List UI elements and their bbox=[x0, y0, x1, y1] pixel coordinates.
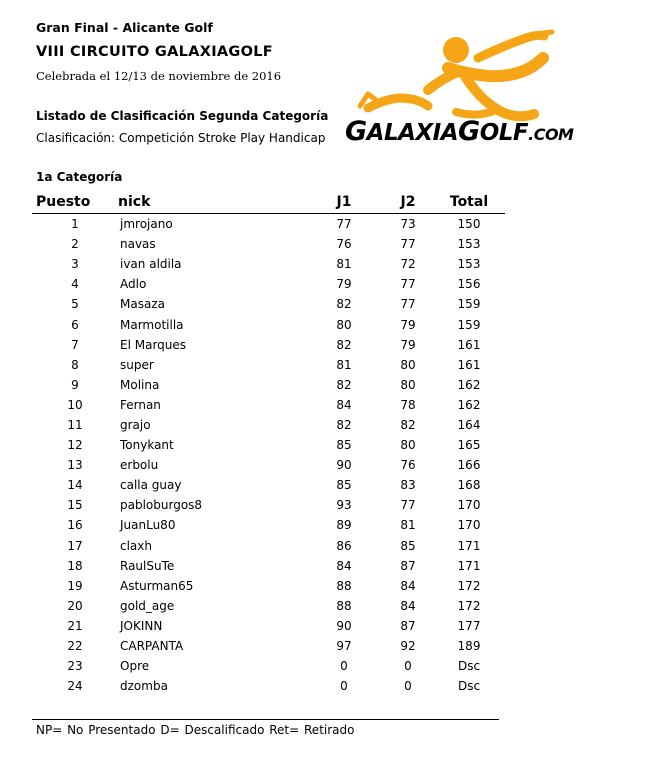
logo-com: .COM bbox=[528, 125, 574, 144]
header-nick: nick bbox=[118, 193, 151, 210]
cell-j2: 79 bbox=[400, 337, 416, 352]
cell-gap bbox=[369, 616, 383, 636]
cell-nick: ivan aldila bbox=[120, 257, 182, 272]
cell-gap bbox=[369, 576, 383, 596]
cell-gap bbox=[369, 234, 383, 254]
cell-puesto: 2 bbox=[71, 237, 79, 252]
table-row bbox=[32, 676, 505, 696]
cell-gap bbox=[369, 515, 383, 535]
cell-total: 171 bbox=[457, 538, 481, 553]
cell-j1: 84 bbox=[336, 397, 352, 412]
cell-nick: Molina bbox=[120, 377, 160, 392]
cell-j1: 80 bbox=[336, 317, 352, 332]
logo-wordmark bbox=[345, 116, 573, 147]
cell-puesto: 11 bbox=[67, 417, 83, 432]
cell-nick: claxh bbox=[120, 538, 152, 553]
cell-gap bbox=[369, 556, 383, 576]
cell-j1: 77 bbox=[336, 217, 352, 232]
cell-total: 159 bbox=[457, 317, 481, 332]
classification-type: Clasificación: Competición Stroke Play Handicap bbox=[36, 131, 326, 145]
cell-total: 164 bbox=[457, 417, 481, 432]
cell-j2: 87 bbox=[400, 558, 416, 573]
cell-puesto: 16 bbox=[67, 518, 83, 533]
cell-j2: 84 bbox=[400, 578, 416, 593]
table-row bbox=[32, 636, 505, 656]
cell-j2: 84 bbox=[400, 598, 416, 613]
cell-nick: Tonykant bbox=[120, 438, 174, 453]
golf-club bbox=[536, 32, 552, 34]
cell-j1: 86 bbox=[336, 538, 352, 553]
cell-gap bbox=[369, 335, 383, 355]
cell-gap bbox=[369, 636, 383, 656]
cell-gap bbox=[369, 656, 383, 676]
cell-gap bbox=[369, 435, 383, 455]
cell-puesto: 10 bbox=[67, 397, 83, 412]
cell-gap bbox=[369, 596, 383, 616]
cell-gap bbox=[369, 355, 383, 375]
cell-puesto: 21 bbox=[67, 618, 83, 633]
cell-total: 150 bbox=[457, 217, 481, 232]
cell-nick: JuanLu80 bbox=[120, 518, 176, 533]
table-row bbox=[32, 294, 505, 314]
cell-j2: 77 bbox=[400, 297, 416, 312]
cell-j1: 82 bbox=[336, 337, 352, 352]
cell-j2: 79 bbox=[400, 317, 416, 332]
cell-gap bbox=[369, 254, 383, 274]
cell-puesto: 5 bbox=[71, 297, 79, 312]
table-row bbox=[32, 395, 505, 415]
cell-total: 159 bbox=[457, 297, 481, 312]
cell-j1: 97 bbox=[336, 639, 352, 654]
cell-total: 177 bbox=[457, 618, 481, 633]
cell-j1: 84 bbox=[336, 558, 352, 573]
cell-puesto: 23 bbox=[67, 659, 83, 674]
golfer-silhouette-icon bbox=[360, 32, 552, 116]
cell-puesto: 9 bbox=[71, 377, 79, 392]
cell-j1: 82 bbox=[336, 417, 352, 432]
cell-puesto: 7 bbox=[71, 337, 79, 352]
cell-gap bbox=[369, 475, 383, 495]
table-row bbox=[32, 656, 505, 676]
table-row bbox=[32, 455, 505, 475]
cell-total: Dsc bbox=[457, 679, 481, 694]
header-j2: J2 bbox=[400, 193, 416, 210]
listing-title: Listado de Clasificación Segunda Categoría bbox=[36, 109, 329, 123]
table-row bbox=[32, 234, 505, 254]
cell-puesto: 20 bbox=[67, 598, 83, 613]
page-title: VIII CIRCUITO GALAXIAGOLF bbox=[36, 44, 273, 60]
logo-alaxia: ALAXIA bbox=[366, 120, 459, 146]
cell-nick: Adlo bbox=[120, 277, 147, 292]
cell-nick: Asturman65 bbox=[120, 578, 194, 593]
table-header-row bbox=[32, 190, 505, 214]
legend-footer: NP= No Presentado D= Descalificado Ret= Retirado bbox=[36, 723, 355, 737]
cell-j1: 93 bbox=[336, 498, 352, 513]
cell-gap bbox=[369, 375, 383, 395]
table-row bbox=[32, 214, 505, 235]
cell-puesto: 19 bbox=[67, 578, 83, 593]
table-row bbox=[32, 435, 505, 455]
table-row bbox=[32, 355, 505, 375]
table-row bbox=[32, 475, 505, 495]
cell-j2: 82 bbox=[400, 417, 416, 432]
cell-j2: 72 bbox=[400, 257, 416, 272]
cell-puesto: 14 bbox=[67, 478, 83, 493]
cell-j2: 87 bbox=[400, 618, 416, 633]
cell-total: 162 bbox=[457, 377, 481, 392]
cell-puesto: 3 bbox=[71, 257, 79, 272]
cell-j2: 0 bbox=[404, 679, 412, 694]
cell-nick: Marmotilla bbox=[120, 317, 184, 332]
cell-nick: calla guay bbox=[120, 478, 182, 493]
cell-total: 162 bbox=[457, 397, 481, 412]
cell-j2: 76 bbox=[400, 458, 416, 473]
cell-total: 165 bbox=[457, 438, 481, 453]
header-puesto: Puesto bbox=[36, 193, 91, 210]
cell-j2: 85 bbox=[400, 538, 416, 553]
table-row bbox=[32, 375, 505, 395]
cell-j2: 92 bbox=[400, 639, 416, 654]
cell-gap bbox=[369, 395, 383, 415]
cell-nick: jmrojano bbox=[120, 217, 173, 232]
header-gap bbox=[369, 190, 383, 214]
cell-gap bbox=[369, 495, 383, 515]
cell-j2: 77 bbox=[400, 498, 416, 513]
cell-total: 189 bbox=[457, 639, 481, 654]
cell-total: 172 bbox=[457, 598, 481, 613]
golfer-hip bbox=[428, 72, 458, 90]
cell-gap bbox=[369, 455, 383, 475]
cell-total: 168 bbox=[457, 478, 481, 493]
cell-total: 153 bbox=[457, 237, 481, 252]
logo-letter-g: G bbox=[345, 116, 367, 147]
footer-divider bbox=[32, 719, 499, 720]
ranking-table bbox=[32, 190, 505, 696]
cell-j1: 89 bbox=[336, 518, 352, 533]
cell-j1: 90 bbox=[336, 458, 352, 473]
cell-puesto: 15 bbox=[67, 498, 83, 513]
logo-letter-g2: G bbox=[458, 116, 480, 147]
golfer-arm bbox=[478, 35, 544, 58]
cell-nick: erbolu bbox=[120, 458, 159, 473]
cell-nick: dzomba bbox=[120, 679, 168, 694]
cell-j1: 88 bbox=[336, 578, 352, 593]
cell-gap bbox=[369, 294, 383, 314]
category-label: 1a Categoría bbox=[36, 170, 123, 184]
cell-j2: 0 bbox=[404, 659, 412, 674]
cell-nick: El Marques bbox=[120, 337, 187, 352]
table-row bbox=[32, 495, 505, 515]
cell-j2: 77 bbox=[400, 277, 416, 292]
golfer-leg bbox=[456, 110, 496, 115]
cell-puesto: 18 bbox=[67, 558, 83, 573]
cell-gap bbox=[369, 536, 383, 556]
cell-j2: 80 bbox=[400, 377, 416, 392]
table-row bbox=[32, 314, 505, 334]
cell-total: 171 bbox=[457, 558, 481, 573]
cell-nick: JOKINN bbox=[120, 618, 163, 633]
cell-total: 156 bbox=[457, 277, 481, 292]
cell-j1: 85 bbox=[336, 478, 352, 493]
cell-puesto: 13 bbox=[67, 458, 83, 473]
logo-olf: OLF bbox=[479, 120, 529, 146]
table-row bbox=[32, 274, 505, 294]
cell-j1: 90 bbox=[336, 618, 352, 633]
cell-total: 161 bbox=[457, 337, 481, 352]
event-date: Celebrada el 12/13 de noviembre de 2016 bbox=[36, 69, 282, 83]
table-row bbox=[32, 254, 505, 274]
cell-puesto: 22 bbox=[67, 639, 83, 654]
cell-puesto: 24 bbox=[67, 679, 83, 694]
cell-j1: 81 bbox=[336, 257, 352, 272]
table-row bbox=[32, 576, 505, 596]
cell-j1: 82 bbox=[336, 297, 352, 312]
table-row bbox=[32, 415, 505, 435]
cell-j1: 0 bbox=[340, 659, 348, 674]
cell-total: Dsc bbox=[457, 659, 481, 674]
cell-puesto: 6 bbox=[71, 317, 79, 332]
cell-puesto: 8 bbox=[71, 357, 79, 372]
event-name: Gran Final - Alicante Golf bbox=[36, 20, 213, 35]
cell-nick: gold_age bbox=[120, 598, 175, 613]
cell-gap bbox=[369, 214, 383, 235]
cell-total: 170 bbox=[457, 498, 481, 513]
cell-puesto: 4 bbox=[71, 277, 79, 292]
cell-nick: grajo bbox=[120, 417, 151, 432]
cell-nick: navas bbox=[120, 237, 156, 252]
cell-nick: Masaza bbox=[120, 297, 165, 312]
cell-nick: pabloburgos8 bbox=[120, 498, 203, 513]
cell-j2: 80 bbox=[400, 357, 416, 372]
cell-total: 170 bbox=[457, 518, 481, 533]
cell-nick: super bbox=[120, 357, 154, 372]
cell-total: 161 bbox=[457, 357, 481, 372]
table-row bbox=[32, 616, 505, 636]
header-j1: J1 bbox=[336, 193, 352, 210]
cell-puesto: 1 bbox=[71, 217, 79, 232]
golfer-head bbox=[443, 37, 469, 63]
cell-nick: RaulSuTe bbox=[120, 558, 175, 573]
cell-gap bbox=[369, 415, 383, 435]
table-row bbox=[32, 335, 505, 355]
cell-j2: 77 bbox=[400, 237, 416, 252]
cell-puesto: 17 bbox=[67, 538, 83, 553]
header-total: Total bbox=[449, 193, 489, 210]
cell-j2: 81 bbox=[400, 518, 416, 533]
table-row bbox=[32, 556, 505, 576]
cell-total: 153 bbox=[457, 257, 481, 272]
cell-j2: 83 bbox=[400, 478, 416, 493]
cell-j1: 79 bbox=[336, 277, 352, 292]
cell-total: 172 bbox=[457, 578, 481, 593]
cell-gap bbox=[369, 676, 383, 696]
cell-j2: 78 bbox=[400, 397, 416, 412]
cell-j1: 88 bbox=[336, 598, 352, 613]
cell-gap bbox=[369, 314, 383, 334]
cell-total: 166 bbox=[457, 458, 481, 473]
table-row bbox=[32, 536, 505, 556]
cell-j1: 76 bbox=[336, 237, 352, 252]
cell-j1: 81 bbox=[336, 357, 352, 372]
cell-j1: 0 bbox=[340, 679, 348, 694]
table-row bbox=[32, 596, 505, 616]
cell-nick: Opre bbox=[120, 659, 150, 674]
cell-j1: 85 bbox=[336, 438, 352, 453]
cell-j2: 80 bbox=[400, 438, 416, 453]
cell-nick: Fernan bbox=[120, 397, 161, 412]
table-row bbox=[32, 515, 505, 535]
cell-nick: CARPANTA bbox=[120, 639, 184, 654]
cell-j1: 82 bbox=[336, 377, 352, 392]
cell-gap bbox=[369, 274, 383, 294]
cell-puesto: 12 bbox=[67, 438, 83, 453]
cell-j2: 73 bbox=[400, 217, 416, 232]
